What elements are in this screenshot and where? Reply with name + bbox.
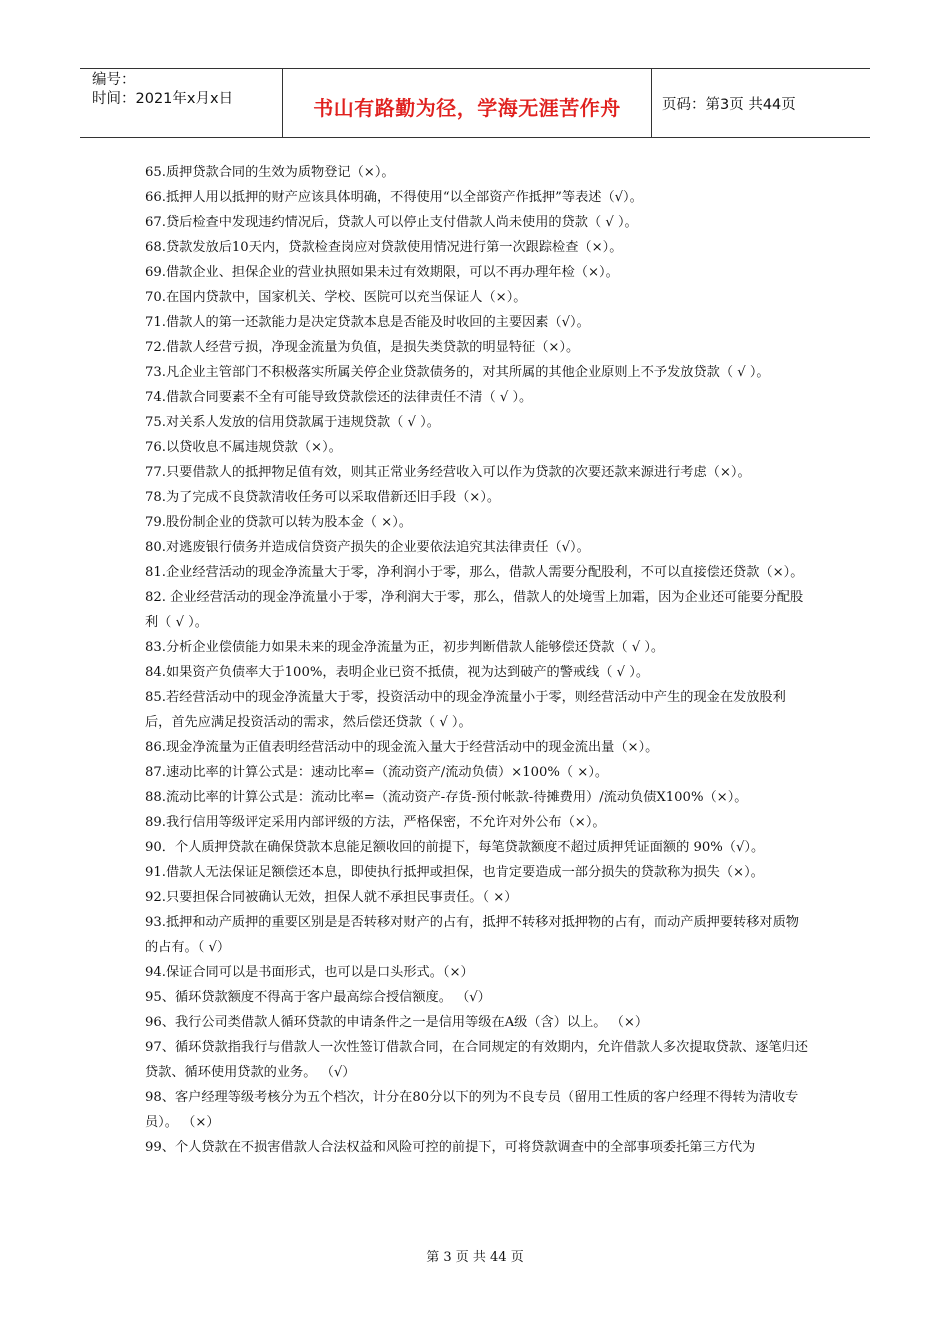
statement-item: 94.保证合同可以是书面形式，也可以是口头形式。（×）: [145, 965, 474, 980]
statement-item: 98、客户经理等级考核分为五个档次，计分在80分以下的列为不良专员（留用工性质的客户经理不得转为清收专员）。 （×）: [145, 1090, 799, 1130]
statement-item: 95、循环贷款额度不得高于客户最高综合授信额度。 （√）: [145, 990, 491, 1005]
statement-item: 71.借款人的第一还款能力是决定贷款本息是否能及时收回的主要因素（√）。: [145, 315, 590, 330]
statement-item: 97、循环贷款指我行与借款人一次性签订借款合同，在合同规定的有效期内，允许借款人多次提取贷款、逐笔归还贷款、循环使用贷款的业务。 （√）: [145, 1040, 808, 1080]
statement-item: 65.质押贷款合同的生效为质物登记（×）。: [145, 165, 395, 180]
statement-item: 92.只要担保合同被确认无效，担保人就不承担民事责任。（ ×）: [145, 890, 518, 905]
statement-item: 70.在国内贷款中，国家机关、学校、医院可以充当保证人（×）。: [145, 290, 527, 305]
statement-item: 91.借款人无法保证足额偿还本息，即使执行抵押或担保，也肯定要造成一部分损失的贷款称为损失（×）。: [145, 865, 764, 880]
statement-item: 68.贷款发放后10天内，贷款检查岗应对贷款使用情况进行第一次跟踪检查（×）。: [145, 240, 623, 255]
statement-item: 66.抵押人用以抵押的财产应该具体明确，不得使用“以全部资产作抵押”等表述（√）。: [145, 190, 643, 205]
statement-item: 90．个人质押贷款在确保贷款本息能足额收回的前提下，每笔贷款额度不超过质押凭证面额的 90%（√）。: [145, 840, 765, 855]
statement-item: 89.我行信用等级评定采用内部评级的方法，严格保密，不允许对外公布（×）。: [145, 815, 606, 830]
statement-item: 78.为了完成不良贷款清收任务可以采取借新还旧手段（×）。: [145, 490, 501, 505]
statement-item: 73.凡企业主管部门不积极落实所属关停企业贷款债务的，对其所属的其他企业原则上不予发放贷款（ √ ）。: [145, 365, 770, 380]
page-code-text: 页码：第3页 共44页: [662, 96, 796, 113]
statement-item: 83.分析企业偿债能力如果未来的现金净流量为正，初步判断借款人能够偿还贷款（ √ ）。: [145, 640, 665, 655]
header-motto-cell: [282, 69, 652, 137]
statement-item: 72.借款人经营亏损，净现金流量为负值，是损失类贷款的明显特征（×）。: [145, 340, 580, 355]
statement-item: 79.股份制企业的贷款可以转为股本金（ ×）。: [145, 515, 412, 530]
header-meta: [80, 69, 282, 137]
statement-item: 86.现金净流量为正值表明经营活动中的现金流入量大于经营活动中的现金流出量（×）。: [145, 740, 659, 755]
statement-item: 76.以贷收息不属违规贷款（×）。: [145, 440, 342, 455]
motto-text: 书山有路勤为径，学海无涯苦作舟: [313, 95, 621, 120]
page-footer: 第 3 页 共 44 页: [426, 1250, 524, 1265]
doc-date-label: 时间：2021年x月x日: [92, 91, 234, 107]
statement-item: 87.速动比率的计算公式是：速动比率=（流动资产/流动负债）×100%（ ×）。: [145, 765, 609, 780]
statement-item: 84.如果资产负债率大于100%，表明企业已资不抵债，视为达到破产的警戒线（ √ ）。: [145, 665, 650, 680]
statement-item: 93.抵押和动产质押的重要区别是是否转移对财产的占有，抵押不转移对抵押物的占有，而动产质押要转移对质物的占有。（ √）: [145, 915, 799, 955]
statement-item: 96、我行公司类借款人循环贷款的申请条件之一是信用等级在A级（含）以上。 （×）: [145, 1015, 649, 1030]
header-page-code: [652, 69, 870, 137]
question-list: [145, 160, 810, 1160]
statement-item: 80.对逃废银行债务并造成信贷资产损失的企业要依法追究其法律责任（√）。: [145, 540, 590, 555]
statement-item: 77.只要借款人的抵押物足值有效，则其正常业务经营收入可以作为贷款的次要还款来源进行考虑（×）。: [145, 465, 751, 480]
statement-item: 85.若经营活动中的现金净流量大于零，投资活动中的现金净流量小于零，则经营活动中产生的现金在发放股利后，首先应满足投资活动的需求，然后偿还贷款（ √ ）。: [145, 690, 786, 730]
statement-item: 82. 企业经营活动的现金净流量小于零，净利润大于零，那么，借款人的处境雪上加霜，因为企业还可能要分配股利（ √ ）。: [145, 590, 804, 630]
statement-item: 99、个人贷款在不损害借款人合法权益和风险可控的前提下，可将贷款调查中的全部事项委托第三方代为: [145, 1140, 756, 1155]
doc-number-label: 编号：: [92, 72, 136, 88]
statement-item: 69.借款企业、担保企业的营业执照如果未过有效期限，可以不再办理年检（×）。: [145, 265, 619, 280]
statement-item: 81.企业经营活动的现金净流量大于零，净利润小于零，那么，借款人需要分配股利，不可以直接偿还贷款（×）。: [145, 565, 804, 580]
statement-item: 74.借款合同要素不全有可能导致贷款偿还的法律责任不清（ √ ）。: [145, 390, 533, 405]
statement-item: 88.流动比率的计算公式是：流动比率=（流动资产-存货-预付帐款-待摊费用）/流动负债X100%（×）。: [145, 790, 748, 805]
page-header: [80, 68, 870, 138]
statement-item: 67.贷后检查中发现违约情况后，贷款人可以停止支付借款人尚未使用的贷款（ √ ）。: [145, 215, 638, 230]
statement-item: 75.对关系人发放的信用贷款属于违规贷款（ √ ）。: [145, 415, 440, 430]
